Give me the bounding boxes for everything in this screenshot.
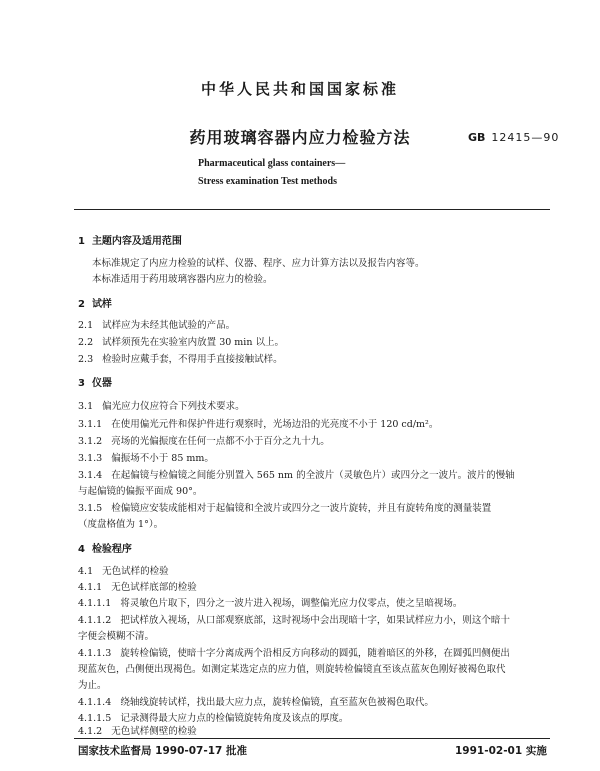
- clause: [78, 337, 284, 349]
- clause-text: 将灵敏色片取下，四分之一波片进入视场，调整偏光应力仪零点，使之呈暗视场。: [120, 598, 463, 609]
- clause-number: 4.1.1.3: [78, 648, 112, 659]
- clause-text: 在使用偏光元件和保护件进行观察时，光场边沿的光亮度不小于 120 cd/m²。: [111, 419, 439, 430]
- section-number: 2: [78, 299, 85, 310]
- clause-text: 偏光应力仪应符合下列技术要求。: [102, 401, 245, 412]
- english-title-line-1: Pharmaceutical glass containers—: [198, 158, 346, 169]
- clause: [78, 320, 235, 332]
- clause-text: 偏振场不小于 85 mm。: [111, 453, 214, 464]
- clause-number: 4.1.1.4: [78, 697, 112, 708]
- clause-number: 2.1: [78, 320, 94, 331]
- clause-number: 3.1.4: [78, 470, 103, 481]
- clause-continuation: 现蓝灰色，凸侧便出现褐色。如测定某选定点的应力值，则旋转检偏镜直至该点蓝灰色刚好被褐色取代: [78, 664, 506, 675]
- clause-text: 亮场的光偏振度在任何一点都不小于百分之九十九。: [111, 436, 330, 447]
- clause-number: 4.1: [78, 566, 94, 577]
- clause-text: 无色试样侧壁的检验: [111, 726, 197, 737]
- section-heading: [78, 299, 112, 311]
- clause-continuation: 与起偏镜的偏振平面成 90°。: [78, 486, 203, 497]
- clause-number: 4.1.1.1: [78, 598, 112, 609]
- clause: [78, 582, 197, 594]
- section-title: 检验程序: [91, 544, 132, 555]
- footer-divider: [74, 738, 550, 739]
- section-heading: [78, 378, 112, 390]
- clause-text: 试样应为未经其他试验的产品。: [102, 320, 236, 331]
- clause: [78, 419, 438, 431]
- header-divider: [74, 209, 550, 210]
- section-title: 主题内容及适用范围: [91, 236, 182, 247]
- clause-text: 无色试样底部的检验: [111, 582, 197, 593]
- issuing-authority: 中华人民共和国国家标准: [200, 80, 399, 98]
- clause-number: 3.1.2: [78, 436, 103, 447]
- clause-text: 在起偏镜与检偏镜之间能分别置入 565 nm 的全波片（灵敏色片）或四分之一波片。波片的慢轴: [111, 470, 515, 481]
- paragraph: 本标准规定了内应力检验的试样、仪器、程序、应力计算方法以及报告内容等。: [92, 258, 425, 269]
- clause-number: 4.1.2: [78, 726, 103, 737]
- clause: [78, 453, 214, 465]
- paragraph: 本标准适用于药用玻璃容器内应力的检验。: [92, 274, 273, 285]
- section-number: 1: [78, 236, 85, 247]
- clause-number: 3.1.1: [78, 419, 103, 430]
- english-title-line-2: Stress examination Test methods: [198, 176, 337, 187]
- clause-number: 4.1.1: [78, 582, 103, 593]
- clause: [78, 713, 348, 725]
- standard-code: [468, 131, 559, 144]
- clause: [78, 598, 462, 610]
- section-number: 3: [78, 378, 85, 389]
- clause-text: 旋转检偏镜，使暗十字分离成两个沿相反方向移动的圆弧，随着暗区的外移，在圆弧凹侧便出: [120, 648, 510, 659]
- section-title: 试样: [91, 299, 112, 310]
- clause: [78, 503, 491, 515]
- clause-text: 无色试样的检验: [102, 566, 169, 577]
- clause: [78, 436, 330, 448]
- clause-text: 检偏镜应安装成能相对于起偏镜和全波片或四分之一波片旋转，并且有旋转角度的测量装置: [111, 503, 492, 514]
- clause: [78, 401, 245, 413]
- section-title: 仪器: [91, 378, 112, 389]
- clause-text: 检验时应戴手套，不得用手直接接触试样。: [102, 354, 283, 365]
- clause-continuation: （度盘格值为 1°）。: [78, 519, 164, 530]
- clause-text: 记录测得最大应力点的检偏镜旋转角度及该点的厚度。: [120, 713, 349, 724]
- clause-continuation: 字便会模糊不清。: [78, 631, 155, 642]
- clause: [78, 726, 197, 738]
- clause-text: 试样须预先在实验室内放置 30 min 以上。: [102, 337, 284, 348]
- clause-continuation: 为止。: [78, 680, 107, 691]
- section-heading: [78, 544, 132, 556]
- clause-number: 2.3: [78, 354, 94, 365]
- standard-number: 12415—90: [491, 131, 560, 144]
- clause-text: 绕轴线旋转试样，找出最大应力点，旋转检偏镜，直至蓝灰色被褐色取代。: [120, 697, 434, 708]
- effective-date: 1991-02-01 实施: [455, 745, 547, 757]
- clause: [78, 470, 515, 482]
- document-title: 药用玻璃容器内应力检验方法: [189, 128, 411, 147]
- section-heading: [78, 236, 182, 248]
- clause-number: 4.1.1.2: [78, 615, 112, 626]
- standard-prefix: GB: [468, 131, 486, 144]
- clause-number: 3.1: [78, 401, 94, 412]
- clause: [78, 697, 434, 709]
- clause-number: 3.1.3: [78, 453, 103, 464]
- clause: [78, 354, 283, 366]
- clause: [78, 615, 510, 627]
- clause-number: 2.2: [78, 337, 94, 348]
- clause-number: 4.1.1.5: [78, 713, 112, 724]
- clause-number: 3.1.5: [78, 503, 103, 514]
- clause: [78, 566, 169, 578]
- clause-text: 把试样放入视场，从口部观察底部，这时视场中会出现暗十字，如果试样应力小，则这个暗十: [120, 615, 510, 626]
- clause: [78, 648, 510, 660]
- approval-date: 国家技术监督局 1990-07-17 批准: [78, 745, 247, 757]
- section-number: 4: [78, 544, 85, 555]
